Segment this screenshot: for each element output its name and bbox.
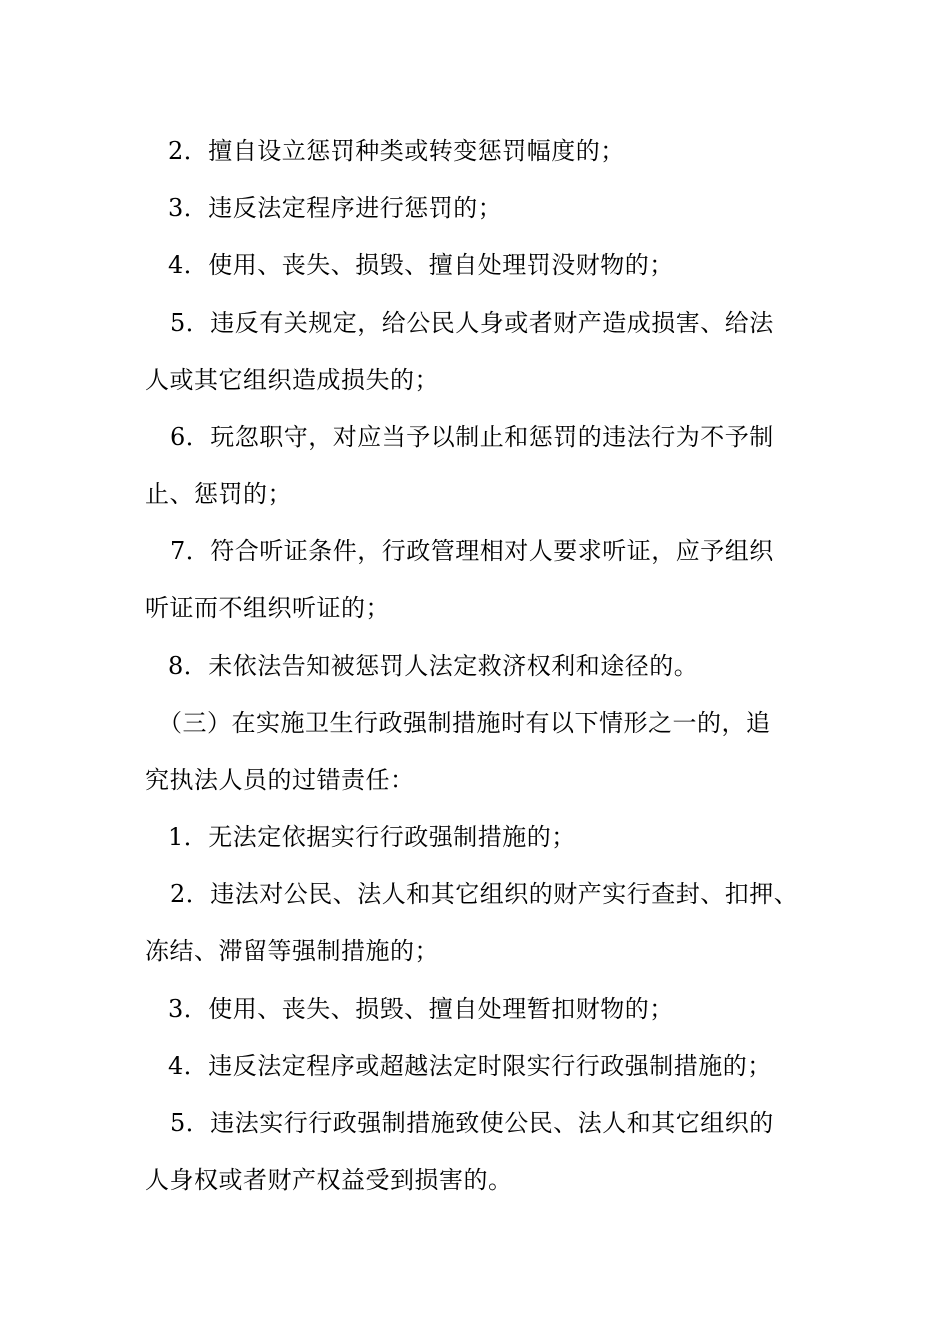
paragraph-line: 4．使用、丧失、损毁、擅自处理罚没财物的； — [168, 251, 674, 279]
paragraph-line: 听证而不组织听证的； — [145, 594, 390, 622]
paragraph-line: 人或其它组织造成损失的； — [145, 366, 439, 394]
section-heading-line: （三）在实施卫生行政强制措施时有以下情形之一的，追 — [158, 709, 771, 737]
paragraph-line: 3．使用、丧失、损毁、擅自处理暂扣财物的； — [168, 995, 674, 1023]
paragraph-line: 3．违反法定程序进行惩罚的； — [168, 194, 503, 222]
paragraph-line: 7．符合听证条件，行政管理相对人要求听证，应予组织 — [170, 537, 774, 565]
paragraph-line: 6．玩忽职守，对应当予以制止和惩罚的违法行为不予制 — [170, 423, 774, 451]
paragraph-line: 冻结、滞留等强制措施的； — [145, 937, 439, 965]
paragraph-line: 2．违法对公民、法人和其它组织的财产实行查封、扣押、 — [170, 880, 799, 908]
paragraph-line: 8．未依法告知被惩罚人法定救济权利和途径的。 — [168, 652, 699, 680]
paragraph-line: 2．擅自设立惩罚种类或转变惩罚幅度的； — [168, 137, 625, 165]
paragraph-line: 5．违反有关规定，给公民人身或者财产造成损害、给法 — [170, 309, 774, 337]
paragraph-line: 1．无法定依据实行行政强制措施的； — [168, 823, 576, 851]
paragraph-line: 4．违反法定程序或超越法定时限实行行政强制措施的； — [168, 1052, 772, 1080]
paragraph-line: 究执法人员的过错责任： — [145, 766, 415, 794]
paragraph-line: 止、惩罚的； — [145, 480, 292, 508]
paragraph-line: 5．违法实行行政强制措施致使公民、法人和其它组织的 — [170, 1109, 774, 1137]
paragraph-line: 人身权或者财产权益受到损害的。 — [145, 1166, 513, 1194]
